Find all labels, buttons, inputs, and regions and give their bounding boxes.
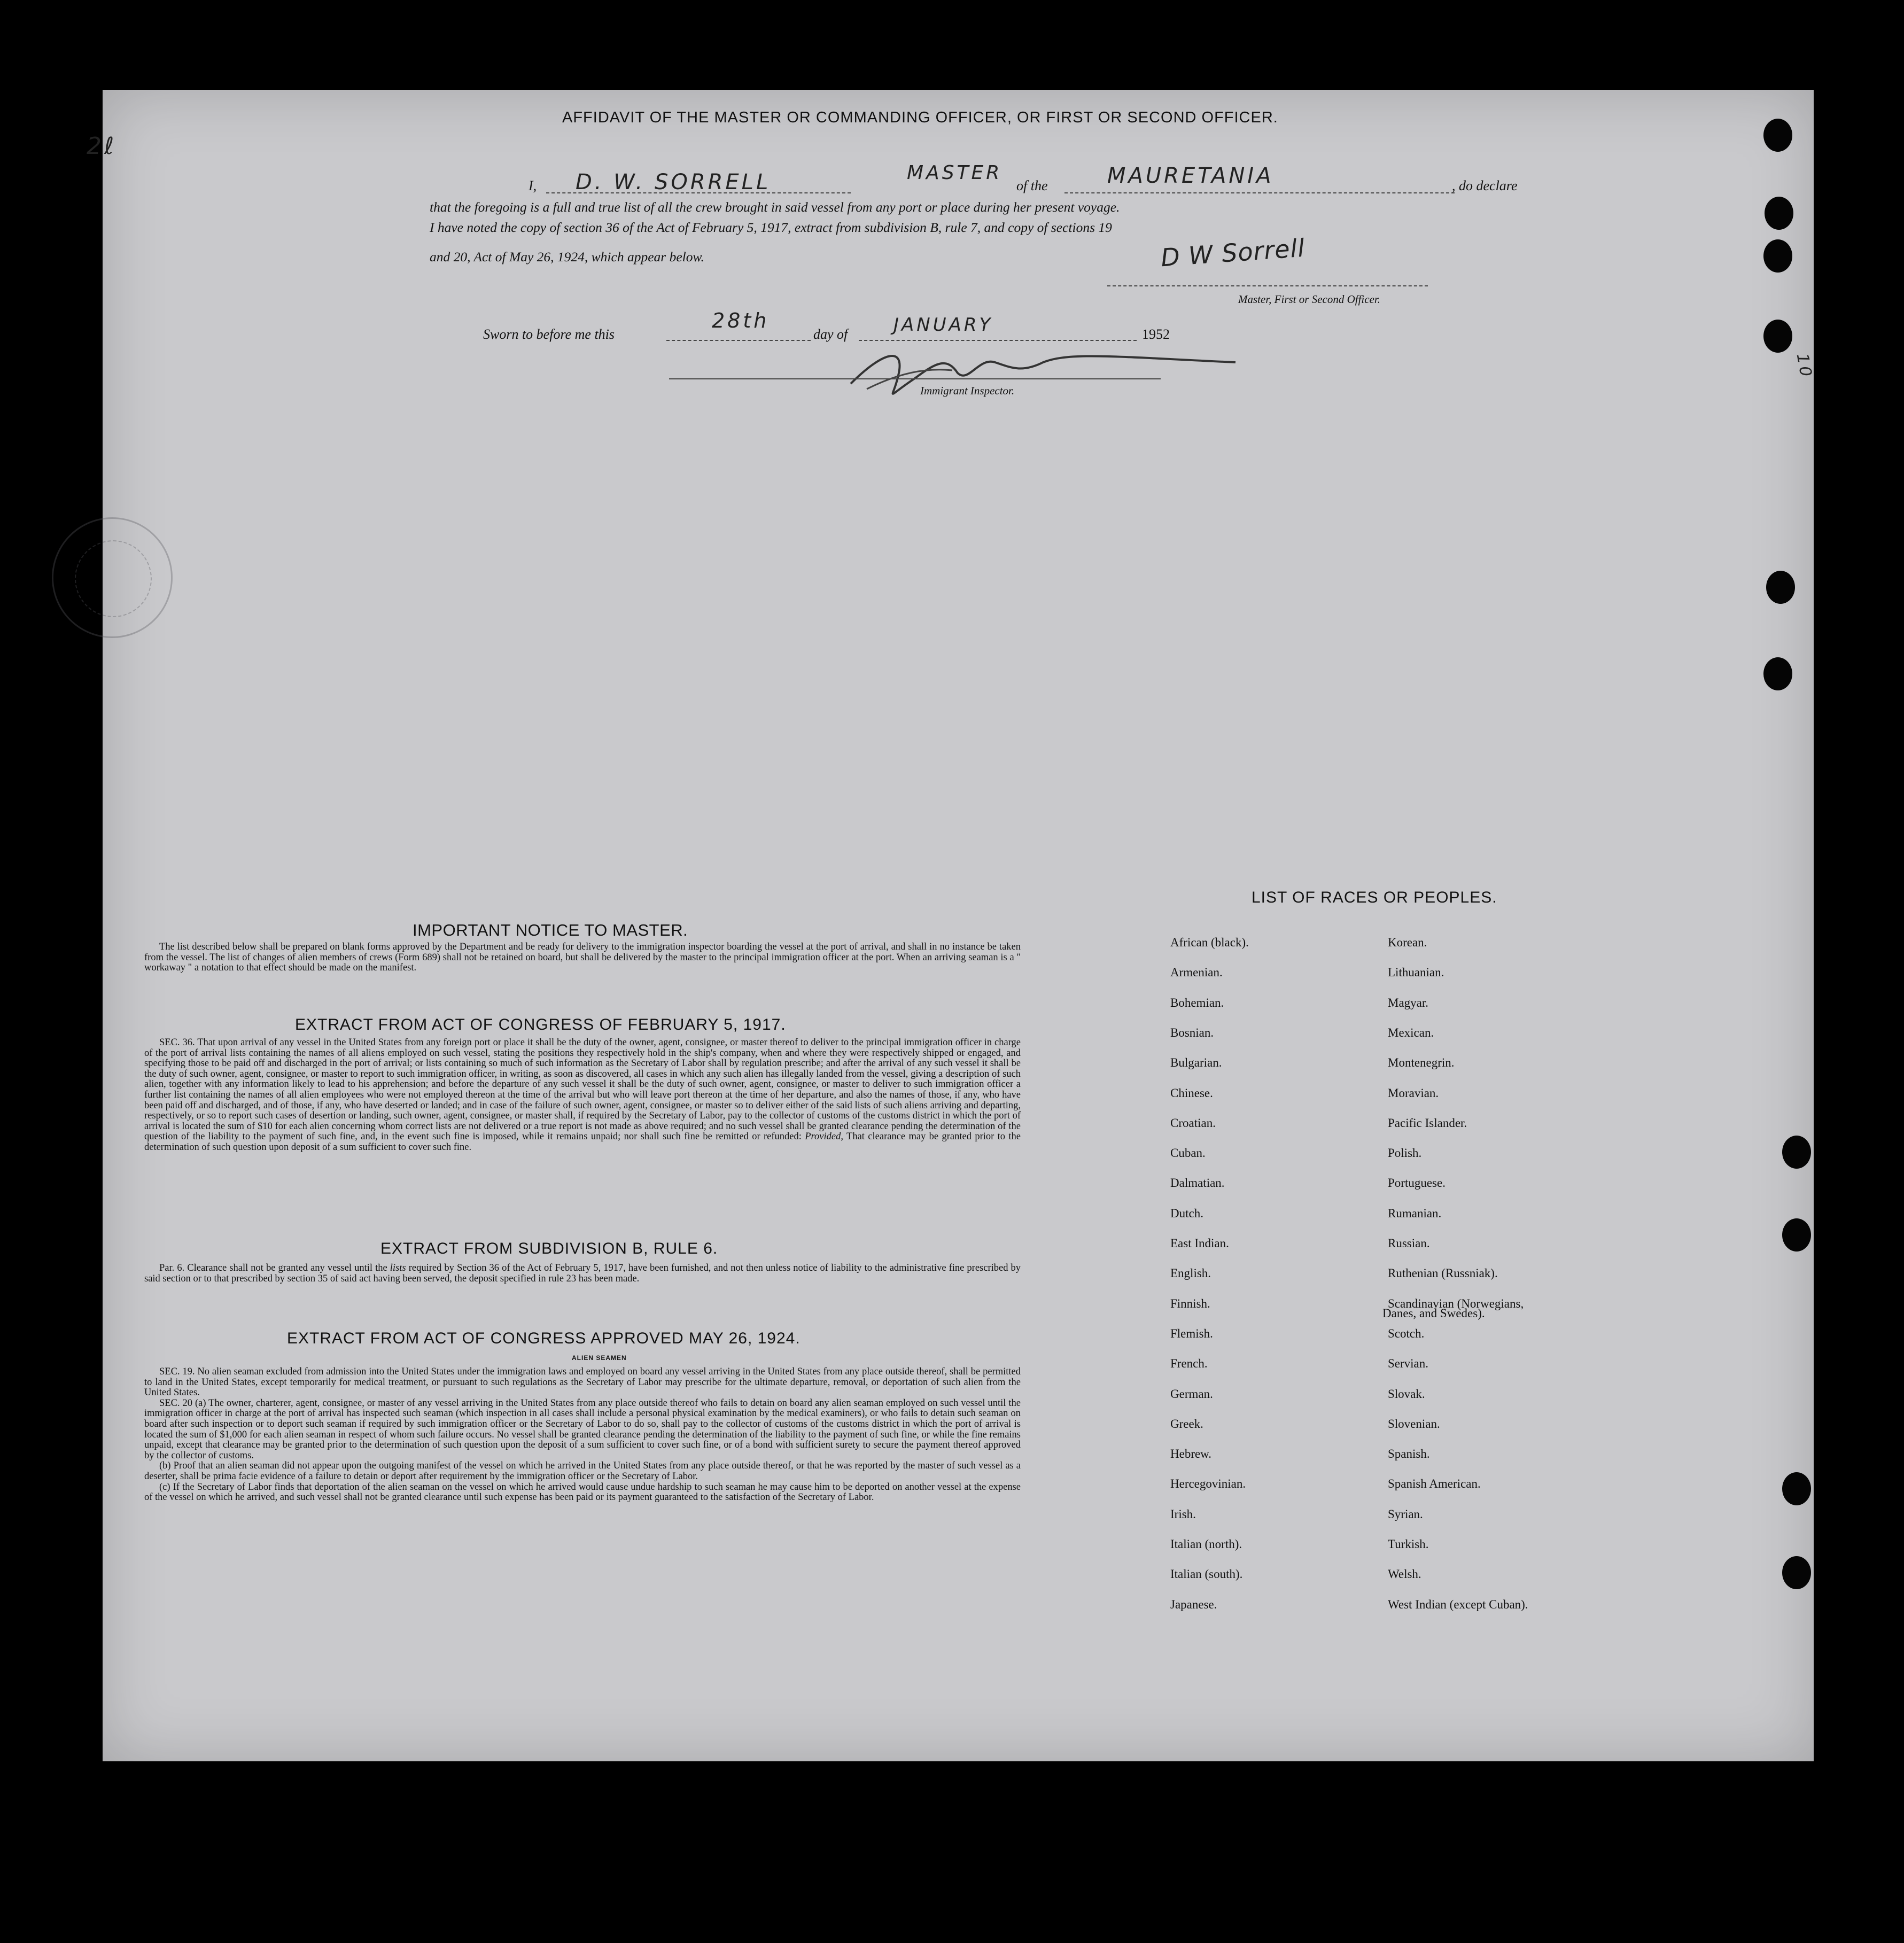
race-item: Korean. (1388, 936, 1427, 949)
race-item: Bosnian. (1170, 1026, 1214, 1039)
punch-hole (1763, 320, 1792, 353)
affidavit-line-3: I have noted the copy of section 36 of the Act of February 5, 1917, extract from subdivision B, rule 7, and copy of sections 19 (430, 220, 1112, 235)
sworn-day: 28th (712, 309, 770, 332)
punch-hole (1782, 1218, 1811, 1252)
punch-hole (1763, 119, 1792, 152)
race-item: Magyar. (1388, 996, 1429, 1009)
punch-hole (1763, 239, 1792, 273)
master-rank: MASTER (907, 162, 1002, 184)
race-item: Croatian. (1170, 1116, 1216, 1130)
race-item: Armenian. (1170, 966, 1223, 979)
race-item: German. (1170, 1387, 1213, 1401)
alien-seamen-subtitle: ALIEN SEAMEN (572, 1354, 627, 1362)
race-item: Italian (north). (1170, 1537, 1242, 1551)
race-item: Montenegrin. (1388, 1056, 1455, 1069)
affidavit-line-2: that the foregoing is a full and true list of all the crew brought in said vessel from any port or place during her present voyage. (430, 199, 1120, 215)
race-item: Russian. (1388, 1237, 1430, 1250)
race-item: French. (1170, 1357, 1208, 1370)
affidavit-title: AFFIDAVIT OF THE MASTER OR COMMANDING OFFICER, OR FIRST OR SECOND OFFICER. (562, 109, 1278, 126)
inspector-line (669, 378, 1161, 379)
race-item: Scotch. (1388, 1327, 1425, 1340)
race-item: Irish. (1170, 1507, 1196, 1521)
master-signature: D W Sorrell (1160, 233, 1306, 273)
section-20b-paragraph: (b) Proof that an alien seaman did not appear upon the outgoing manifest of the vessel on which he arrived in the United States from any place outside thereof, or that he was reported by the master of such vessel as a deserter, shall be prima facie evidence of a failure to detain or deport after requirement by the immigration officer or the Secretary of Labor. (144, 1460, 1021, 1482)
race-item: Cuban. (1170, 1146, 1206, 1160)
punch-hole (1763, 657, 1792, 690)
race-item: Pacific Islander. (1388, 1116, 1467, 1130)
race-item: Hebrew. (1170, 1447, 1212, 1460)
inspector-signature (819, 341, 1246, 400)
race-item: Bohemian. (1170, 996, 1224, 1009)
signature-caption: Master, First or Second Officer. (1238, 293, 1380, 306)
race-item: Slovak. (1388, 1387, 1425, 1401)
punch-hole (1782, 1136, 1811, 1169)
inspector-caption: Immigrant Inspector. (920, 384, 1015, 397)
affidavit-declare: , do declare (1452, 178, 1518, 193)
sworn-prefix: Sworn to before me this (483, 327, 615, 342)
race-item: Japanese. (1170, 1598, 1217, 1611)
sworn-month: JANUARY (893, 314, 993, 336)
race-item: Polish. (1388, 1146, 1422, 1160)
vessel-name: MAURETANIA (1107, 164, 1274, 188)
rule-6-body (144, 1263, 1021, 1284)
affidavit-of-the: of the (1016, 178, 1048, 193)
race-item: Bulgarian. (1170, 1056, 1222, 1069)
race-item: African (black). (1170, 936, 1249, 949)
official-seal (52, 517, 173, 638)
race-item: Servian. (1388, 1357, 1429, 1370)
section-36-paragraph: SEC. 36. That upon arrival of any vessel in the United States from any foreign port or place it shall be the duty of the owner, agent, consignee, or master thereof to deliver to the principal immigration officer in charge of the port of arrival lists containing the names of all aliens employed on such vessel, stating the positions they respectively hold in the ship's company, when and where they were respectively shipped or engaged, and specifying those to be paid off and discharged in the port of arrival; or lists containing so much of such information as the Secretary of Labor shall by regulation prescribe; and after the arrival of any such vessel it shall be the duty of such owner, agent, consignee, or master to report to such immigration officer, in writing, as soon as discovered, all cases in which any such alien has illegally landed from the vessel, giving a description of such alien, together with any information likely to lead to his apprehension; and before the departure of any such vessel it shall be the duty of such owner, agent, consignee, or master to deliver to such immigration officer a further list containing the names of all alien employees who were not employed thereon at the time of the arrival but who will leave port thereon at the time of her departure, and also the names of those, if any, who have been paid off and discharged, and of those, if any, who have deserted or landed; and in case of the failure of such owner, agent, consignee, or master so to deliver either of the said lists of such aliens arriving and departing, respectively, or so to report such cases of desertion or landing, such owner, agent, consignee, or master shall, if required by the Secretary of Labor, pay to the collector of customs of the customs district in which the port of arrival is located the sum of $10 for each alien concerning whom correct lists are not delivered or a true report is not made as above required; and no such vessel shall be granted clearance pending the determination of the question of the liability to the payment of such fine, and, in the event such fine is imposed, while it remains unpaid; nor shall such fine be remitted or refunded: Provided, That clearance may be granted prior to the determination of such question upon deposit of a sum sufficient to cover such fine. (144, 1037, 1021, 1153)
signature-line (1107, 285, 1428, 286)
sworn-year: 1952 (1142, 327, 1170, 342)
notice-title: IMPORTANT NOTICE TO MASTER. (413, 921, 688, 939)
punch-hole (1765, 197, 1793, 230)
race-item: Spanish. (1388, 1447, 1430, 1460)
race-item: Mexican. (1388, 1026, 1434, 1039)
race-item: Flemish. (1170, 1327, 1213, 1340)
corner-mark: 2ℓ (87, 133, 117, 160)
master-name: D. W. SORRELL (576, 170, 771, 195)
extract-1917-title: EXTRACT FROM ACT OF CONGRESS OF FEBRUARY 5, 1917. (295, 1016, 786, 1033)
race-item: Rumanian. (1388, 1207, 1442, 1220)
punch-hole (1782, 1472, 1811, 1505)
section-20a-paragraph: SEC. 20 (a) The owner, charterer, agent, consignee, or master of any vessel arriving in the United States from any place outside thereof who fails to detain on board any alien seaman employed on such vessel until the immigration officer in charge at the port of arrival has inspected such seaman (which inspection in all cases shall include a personal physical examination by the medical examiners), or who fails to detain such seaman on board after such inspection or to deport such seaman if required by such immigration officer or the Secretary of Labor to do so, shall pay to the collector of customs of the customs district in which the port of arrival is located the sum of $1,000 for each alien seaman in respect of whom such failure occurs. No vessel shall be granted clearance pending the determination of the liability to the payment of such fine, or while the fine remains unpaid, except that clearance may be granted prior to the determination of such question upon the deposit of a sum sufficient to cover such fine, or of a bond with sufficient surety to secure the payment thereof approved by the collector of customs. (144, 1397, 1021, 1461)
punch-hole (1766, 571, 1795, 604)
race-item: Welsh. (1388, 1567, 1421, 1581)
race-item: Dutch. (1170, 1207, 1203, 1220)
punch-hole (1782, 1556, 1811, 1589)
race-item: Scandinavian (Norwegians, (1388, 1297, 1524, 1310)
race-item: Chinese. (1170, 1086, 1213, 1100)
race-item: Hercegovinian. (1170, 1477, 1246, 1490)
races-title: LIST OF RACES OR PEOPLES. (1252, 889, 1497, 906)
affidavit-pre-name: I, (529, 178, 537, 193)
affidavit-line-4: and 20, Act of May 26, 1924, which appear below. (430, 249, 704, 265)
extract-1917-body (144, 1038, 1021, 1153)
extract-1924-title: EXTRACT FROM ACT OF CONGRESS APPROVED MAY 26, 1924. (287, 1330, 801, 1347)
race-item: Finnish. (1170, 1297, 1210, 1310)
rule-6-paragraph: Par. 6. Clearance shall not be granted any vessel until the lists required by Section 36 of the Act of February 5, 1917, have been furnished, and not then unless notice of liability to the administrative fine prescribed by said section or to that prescribed by section 35 of said act having been served, the deposit specified in rule 23 has been made. (144, 1263, 1021, 1284)
bleed-through-text (177, 432, 192, 458)
section-20c-paragraph: (c) If the Secretary of Labor finds that deportation of the alien seaman on the vessel on which he arrived would cause undue hardship to such seaman he may cause him to be deported on another vessel at the expense of the vessel on which he arrived, and such vessel shall not be granted clearance until such expense has been paid or its payment guaranteed to the satisfaction of the Secretary of Labor. (144, 1481, 1021, 1503)
day-of: day of (813, 327, 848, 342)
race-item: Ruthenian (Russniak). (1388, 1266, 1498, 1280)
vessel-line (1064, 192, 1455, 193)
race-item: Moravian. (1388, 1086, 1439, 1100)
race-item: Spanish American. (1388, 1477, 1481, 1490)
document-page (87, 90, 1816, 1761)
race-item: Portuguese. (1388, 1176, 1446, 1190)
section-19-paragraph: SEC. 19. No alien seaman excluded from admission into the United States under the immigration laws and employed on board any vessel arriving in the United States from any place outside thereof, shall be permitted to land in the United States, except temporarily for medical treatment, or pursuant to such regulations as the Secretary of Labor may prescribe for the ultimate departure, removal, or deportation of such alien from the United States. (144, 1366, 1021, 1398)
race-scandinavian-continuation: Danes, and Swedes). (1382, 1307, 1485, 1320)
rule-6-title: EXTRACT FROM SUBDIVISION B, RULE 6. (380, 1240, 718, 1257)
sworn-day-line (666, 340, 811, 341)
race-item: Lithuanian. (1388, 966, 1444, 979)
race-item: Dalmatian. (1170, 1176, 1225, 1190)
side-mark: 10 (1792, 352, 1816, 381)
race-item: Greek. (1170, 1417, 1203, 1431)
extract-1924-body (144, 1367, 1021, 1503)
race-item: Turkish. (1388, 1537, 1429, 1551)
race-item: Slovenian. (1388, 1417, 1440, 1431)
race-item: English. (1170, 1266, 1211, 1280)
notice-body (144, 942, 1021, 974)
race-item: Syrian. (1388, 1507, 1423, 1521)
race-item: East Indian. (1170, 1237, 1229, 1250)
notice-paragraph: The list described below shall be prepared on blank forms approved by the Department and be ready for delivery to the immigration inspector boarding the vessel at the port of arrival, and shall in no instance be taken from the vessel. The list of changes of alien members of crews (Form 689) shall not be retained on board, but shall be delivered by the master to the principal immigration officer at the port. When an arriving seaman is a " workaway " a notation to that effect should be made on the manifest. (144, 942, 1021, 974)
race-item: West Indian (except Cuban). (1388, 1598, 1528, 1611)
race-item: Italian (south). (1170, 1567, 1243, 1581)
